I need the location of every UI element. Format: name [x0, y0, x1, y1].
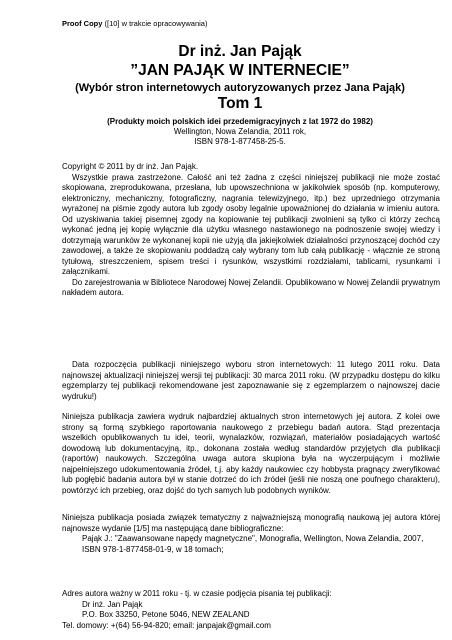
copyright-section — [62, 162, 440, 299]
address-po-box: P.O. Box 33250, Petone 5046, NEW ZEALAND — [82, 610, 250, 619]
summary-paragraph: Niniejsza publikacja zawiera wydruk najbardziej aktualnych stron internetowych jej autora. Z kolei owe strony są formą szybkiego raportowania naukowego z przebiegu badań autora. Stąd prezentacja wszelkich opublikowanych tu idei, teorii, wynalazków, rozwiązań, materiałów posiadających wartość dowodową lub dokumentacyjną, itp., dokonana została według standardów przyjętych dla publikacji (raportów) naukowych. Szczególna uwaga autora skupiona była na wyczerpującym i możliwie najpełniejszego udokumentowania źródeł, t.j. aby każdy naukowiec czy hobbysta pragnący zweryfikować lub pogłębić badania autora był w stanie dotrzeć do ich źródeł (jeśli nie noszą one poufnego charakteru), powtórzyć ich przebieg, oraz dojść do tych samych lub podobnych wyników. — [62, 412, 440, 495]
related-section — [62, 513, 440, 555]
author-heading: Dr inż. Jan Pająk — [178, 43, 302, 60]
related-paragraph: Niniejsza publikacja posiada związek tematyczny z najważniejszą monografią naukową jej autora której najnowsze wydanie [1/5] ma następującą dane bibliograficzne: — [62, 513, 440, 533]
proof-copy-status: ([10] w trakcie opracowywania) — [102, 19, 208, 28]
summary-section — [62, 412, 440, 496]
products-note: (Produkty moich polskich idei przedemigracyjnych z lat 1972 do 1982) — [107, 117, 373, 126]
publication-info — [40, 127, 440, 147]
proof-copy-label: Proof Copy — [62, 19, 103, 28]
address-contact: Tel. domowy: +(64) 56-94-820; email: janpajak@gmail.com — [62, 620, 271, 630]
address-section — [62, 589, 440, 631]
deposit-paragraph: Do zarejestrowania w Bibliotece Narodowej Nowej Zelandii. Opublikowano w Nowej Zelandii prywatnym nakładem autora. — [62, 277, 440, 297]
proof-copy-note — [62, 19, 207, 28]
copyright-line: Copyright © 2011 by dr inż. Jan Pająk. — [62, 162, 199, 171]
address-intro: Adres autora ważny w 2011 roku - tj. w czasie podjęcia pisania tej publikacji: — [62, 589, 332, 598]
book-subtitle: (Wybór stron internetowych autoryzowanych przez Jana Pająk) — [75, 82, 405, 94]
isbn-line: ISBN 978-1-877458-25-5. — [194, 137, 286, 146]
rights-paragraph: Wszystkie prawa zastrzeżone. Całość ani też żadna z części niniejszej publikacji nie może zostać skopiowana, zreprodukowana, przesłana, lub upowszechniona w jakikolwiek sposób (np. komputerowy, elektroniczny, mechaniczny, fotograficzny, nagrania telewizyjnego, itp.) bez uprzedniego otrzymania wyrażonej na piśmie zgody autora lub zgody osoby legalnie upoważnionej do działania w imieniu autora. Od uzyskiwania takiej pisemnej zgody na kopiowanie tej publikacji zwolnieni są tylko ci którzy zechcą wykonać jedną jej kopię wyłącznie dla użytku własnego nastawionego na podnoszenie swojej wiedzy i dotrzymają warunków że wykonanej kopii nie użyją dla jakiejkolwiek działalności przynoszącej dochód czy zawodowej, a także że skopiowaniu poddadzą cały wybrany tom lub całą publikację - włącznie ze stroną tytułową, streszczeniem, spisem treści i rysunków, wszystkimi rozdziałami, tablicami, rysunkami i załącznikami. — [62, 172, 440, 276]
dates-section — [62, 360, 440, 402]
address-name: Dr inż. Jan Pająk — [82, 599, 143, 609]
dates-paragraph: Data rozpoczęcia publikacji niniejszego wyboru stron internetowych: 11 lutego 2011 roku. Data najnowszej aktualizacji niniejszej wersji tej publikacji: 30 marca 2011 roku. (W przypadku dostępu do kilku egzemplarzy tej publikacji rekomendowane jest zapoznawanie się z egzemplarzem o najnowszej dacie wydruku!) — [62, 360, 440, 401]
citation: Pająk J.: "Zaawansowane napędy magnetyczne", Monografia, Wellington, Nowa Zelandia, 2007, ISBN 978-1-877458-01-9, w 18 tomach; — [82, 534, 424, 554]
volume-label: Tom 1 — [217, 95, 263, 112]
publisher-line: Wellington, Nowa Zelandia, 2011 rok, — [173, 127, 307, 136]
book-title: ”JAN PAJĄK W INTERNECIE” — [130, 62, 350, 79]
